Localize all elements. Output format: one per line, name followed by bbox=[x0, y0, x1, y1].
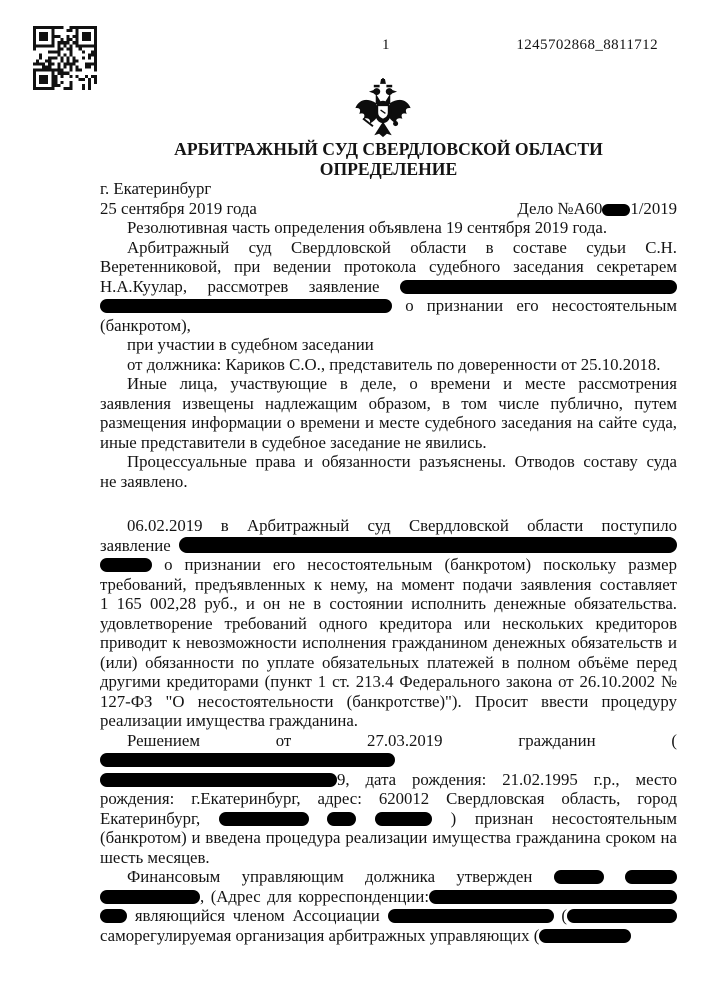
doc-line bbox=[100, 692, 677, 712]
text-run: иные представители в судебное заседание не явились. bbox=[100, 432, 487, 452]
doc-line bbox=[100, 575, 677, 595]
redaction-bar bbox=[567, 909, 677, 923]
doc-line bbox=[100, 218, 677, 238]
text-run: от должника: Кариков С.О., представитель по доверенности от 25.10.2018. bbox=[127, 354, 661, 374]
doc-line bbox=[100, 394, 677, 414]
redaction-bar bbox=[100, 299, 392, 313]
text-run: 1 165 002,28 руб., и он не в состоянии исполнить денежные обязательства. bbox=[100, 594, 677, 613]
doc-line bbox=[100, 472, 677, 492]
redaction-bar bbox=[100, 773, 337, 787]
text-run: 127-ФЗ "О несостоятельности (банкротстве)"). Просит ввести процедуру bbox=[100, 691, 677, 711]
doc-line bbox=[100, 277, 677, 297]
doc-line bbox=[100, 633, 677, 653]
text-run: ) признан несостоятельным bbox=[450, 808, 678, 828]
redaction-bar bbox=[625, 870, 677, 884]
redaction-bar bbox=[375, 812, 432, 826]
doc-line bbox=[100, 711, 677, 731]
text-run: Веретенниковой, при ведении протокола судебного заседания секретарем bbox=[100, 257, 677, 276]
redaction-bar bbox=[100, 558, 152, 572]
text-run: удовлетворение требований одного кредитора или нескольких кредиторов bbox=[100, 613, 677, 633]
redaction-bar bbox=[100, 753, 395, 767]
text-run: Дело №А60 bbox=[517, 198, 603, 218]
doc-line bbox=[100, 789, 677, 809]
text-run: Иные лица, участвующие в деле, о времени и месте рассмотрения bbox=[127, 374, 677, 393]
doc-line bbox=[100, 555, 677, 575]
document-body bbox=[100, 140, 677, 945]
redaction-bar bbox=[554, 870, 604, 884]
text-run: Екатеринбург, bbox=[100, 808, 201, 828]
text-run: (банкротом), bbox=[100, 315, 191, 335]
doc-line bbox=[100, 906, 677, 926]
doc-line bbox=[100, 257, 677, 277]
doc-line bbox=[100, 614, 677, 634]
doc-line bbox=[100, 452, 677, 472]
text-run: заявление bbox=[100, 535, 171, 555]
doc-line bbox=[100, 433, 677, 453]
doc-line bbox=[100, 828, 677, 848]
doc-line bbox=[100, 238, 677, 258]
text-run: являющийся членом Ассоциации bbox=[134, 906, 380, 925]
doc-line bbox=[100, 848, 677, 868]
text-run: приводит к невозможности исполнения гражданином денежных обязательств и bbox=[100, 633, 677, 652]
text-run: Арбитражный суд Свердловской области в составе судьи С.Н. bbox=[127, 237, 677, 257]
text-run: г. Екатеринбург bbox=[100, 179, 212, 198]
doc-line bbox=[100, 413, 677, 433]
text-run: при участии в судебном заседании bbox=[127, 335, 374, 354]
doc-line bbox=[100, 926, 677, 946]
redaction-bar bbox=[327, 812, 356, 826]
redaction-bar bbox=[400, 280, 677, 294]
line-left bbox=[100, 199, 257, 219]
doc-line bbox=[100, 316, 677, 336]
text-run: рассмотрев заявление bbox=[207, 276, 380, 296]
text-run: о признании его несостоятельным (банкротом) поскольку размер bbox=[164, 555, 677, 574]
doc-line bbox=[100, 887, 677, 907]
text-run: 06.02.2019 в Арбитражный суд Свердловской области поступило bbox=[127, 516, 677, 535]
text-run: рождения: г.Екатеринбург, адрес: 620012 Свердловская область, город bbox=[100, 789, 677, 808]
text-run: АРБИТРАЖНЫЙ СУД СВЕРДЛОВСКОЙ ОБЛАСТИ bbox=[174, 139, 603, 159]
line-right bbox=[517, 199, 677, 219]
text-run: Процессуальные права и обязанности разъяснены. Отводов составу суда bbox=[127, 452, 677, 471]
doc-line bbox=[100, 653, 677, 673]
doc-line bbox=[100, 374, 677, 394]
doc-line bbox=[100, 516, 677, 536]
doc-line bbox=[100, 770, 677, 790]
text-run: Решением от 27.03.2019 гражданин ( bbox=[127, 730, 677, 750]
doc-line bbox=[100, 296, 677, 316]
doc-line bbox=[100, 867, 677, 887]
doc-line bbox=[100, 199, 677, 219]
text-run: ОПРЕДЕЛЕНИЕ bbox=[319, 158, 458, 179]
redaction-bar bbox=[100, 890, 200, 904]
doc-line bbox=[100, 672, 677, 692]
doc-line bbox=[100, 179, 677, 199]
redaction-bar bbox=[179, 537, 677, 553]
doc-line bbox=[100, 536, 677, 556]
text-run: Финансовым управляющим должника утвержден bbox=[127, 867, 533, 886]
text-run: реализации имущества гражданина. bbox=[100, 711, 359, 730]
text-run: о признании его несостоятельным bbox=[405, 296, 677, 315]
text-run: саморегулируемая организация арбитражных управляющих ( bbox=[100, 925, 540, 945]
text-run: (или) обязанности по уплате обязательных платежей в полном объёме перед bbox=[100, 652, 677, 672]
doc-line bbox=[100, 731, 677, 770]
text-run: 25 сентября 2019 года bbox=[100, 198, 257, 218]
text-run: Резолютивная часть определения объявлена 19 сентября 2019 года. bbox=[127, 218, 608, 237]
doc-line bbox=[100, 140, 677, 160]
redaction-bar bbox=[388, 909, 554, 923]
text-run: размещения информации о времени и месте судебного заседания на сайте суда, bbox=[100, 413, 677, 432]
text-run: заявления извещены надлежащим образом, в том числе публично, путем bbox=[100, 393, 677, 413]
text-run: шесть месяцев. bbox=[100, 847, 210, 867]
text-run: , (Адрес для корреспонденции: bbox=[200, 886, 429, 906]
text-run: не заявлено. bbox=[100, 471, 188, 491]
redaction-bar bbox=[429, 890, 677, 904]
russian-coat-of-arms-icon bbox=[352, 78, 414, 142]
doc-line bbox=[100, 355, 677, 375]
text-run: Н.А.Куулар, bbox=[100, 276, 188, 296]
redaction-bar bbox=[539, 929, 631, 943]
redaction-bar bbox=[100, 909, 127, 923]
text-run: требований, предъявленных к нему, на момент подачи заявления составляет bbox=[100, 574, 677, 594]
text-run: 1/2019 bbox=[630, 198, 677, 218]
page-number: 1 bbox=[382, 37, 390, 53]
text-run: ( bbox=[561, 906, 568, 925]
redaction-bar bbox=[219, 812, 309, 826]
text-run: 9, дата рождения: 21.02.1995 г.р., место bbox=[337, 769, 677, 789]
doc-line bbox=[100, 594, 677, 614]
text-run: другими кредиторами (пункт 1 ст. 213.4 Федерального закона от 26.10.2002 № bbox=[100, 672, 677, 691]
redaction-bar bbox=[602, 204, 630, 216]
doc-line bbox=[100, 160, 677, 180]
doc-line bbox=[100, 809, 677, 829]
doc-line bbox=[100, 335, 677, 355]
qr-code bbox=[33, 26, 97, 90]
document-id: 1245702868_8811712 bbox=[516, 37, 658, 53]
text-run: (банкротом) и введена процедура реализации имущества гражданина сроком на bbox=[100, 828, 677, 847]
